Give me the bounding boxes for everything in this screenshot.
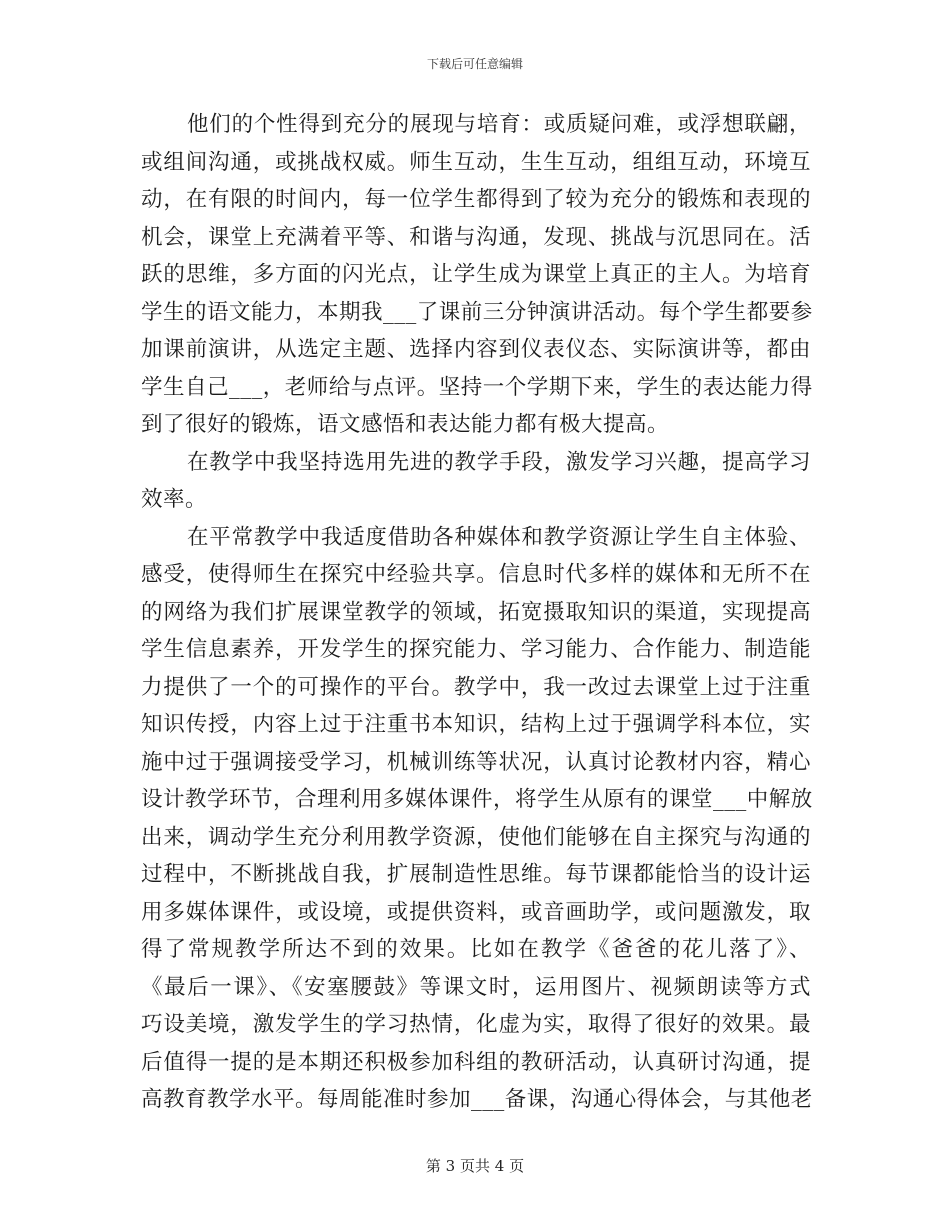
document-body — [141, 106, 811, 1119]
text-line: 得了常规教学所达不到的效果。比如在教学《爸爸的花儿落了》、 — [141, 937, 811, 962]
text-line: 的网络为我们扩展课堂教学的领域，拓宽摄取知识的渠道，实现提高 — [141, 599, 811, 625]
text-line: 加课前演讲，从选定主题、选择内容到仪表仪态、实际演讲等，都由 — [141, 337, 811, 362]
text-line: 过程中，不断挑战自我，扩展制造性思维。每节课都能恰当的设计运 — [141, 862, 811, 887]
page-number: 第 3 页共 4 页 — [425, 1157, 525, 1175]
text-line: 动，在有限的时间内，每一位学生都得到了较为充分的锻炼和表现的 — [141, 187, 811, 212]
text-line: 在平常教学中我适度借助各种媒体和教学资源让学生自主体验、 — [187, 524, 811, 550]
text-line: 学生自己___，老师给与点评。坚持一个学期下来，学生的表达能力得 — [141, 374, 813, 400]
text-line: 或组间沟通，或挑战权威。师生互动，生生互动，组组互动，环境互 — [141, 149, 811, 175]
text-line: 后值得一提的是本期还积极参加科组的教研活动，认真研讨沟通，提 — [141, 1049, 811, 1075]
text-line: 巧设美境，激发学生的学习热情，化虚为实，取得了很好的效果。最 — [141, 1012, 811, 1037]
text-line: 机会，课堂上充满着平等、和谐与沟通，发现、挑战与沉思同在。活 — [141, 224, 811, 250]
text-line: 到了很好的锻炼，语文感悟和表达能力都有极大提高。 — [141, 412, 670, 437]
text-line: 学生的语文能力，本期我___了课前三分钟演讲活动。每个学生都要参 — [141, 299, 813, 325]
text-line: 《最后一课》、《安塞腰鼓》等课文时，运用图片、视频朗读等方式 — [141, 974, 811, 1000]
text-line: 施中过于强调接受学习，机械训练等状况，认真讨论教材内容，精心 — [141, 749, 811, 775]
text-line: 知识传授，内容上过于注重书本知识，结构上过于强调学科本位，实 — [141, 712, 811, 737]
text-line: 高教育教学水平。每周能准时参加___备课，沟通心得体会，与其他老 — [141, 1087, 813, 1112]
text-line: 出来，调动学生充分利用教学资源，使他们能够在自主探究与沟通的 — [141, 824, 811, 850]
text-line: 效率。 — [141, 487, 208, 512]
text-line: 他们的个性得到充分的展现与培育：或质疑问难，或浮想联翩， — [187, 112, 811, 137]
text-line: 力提供了一个的可操作的平台。教学中，我一改过去课堂上过于注重 — [141, 674, 811, 700]
text-line: 感受，使得师生在探究中经验共享。信息时代多样的媒体和无所不在 — [141, 562, 811, 587]
text-line: 学生信息素养，开发学生的探究能力、学习能力、合作能力、制造能 — [141, 637, 811, 662]
text-line: 在教学中我坚持选用先进的教学手段，激发学习兴趣，提高学习 — [187, 449, 811, 475]
page-header: 下载后可任意编辑 — [426, 57, 523, 71]
text-line: 跃的思维，多方面的闪光点，让学生成为课堂上真正的主人。为培育 — [141, 262, 811, 287]
text-line: 设计教学环节，合理利用多媒体课件，将学生从原有的课堂___中解放 — [141, 787, 813, 812]
text-line: 用多媒体课件，或设境，或提供资料，或音画助学，或问题激发，取 — [141, 899, 811, 925]
